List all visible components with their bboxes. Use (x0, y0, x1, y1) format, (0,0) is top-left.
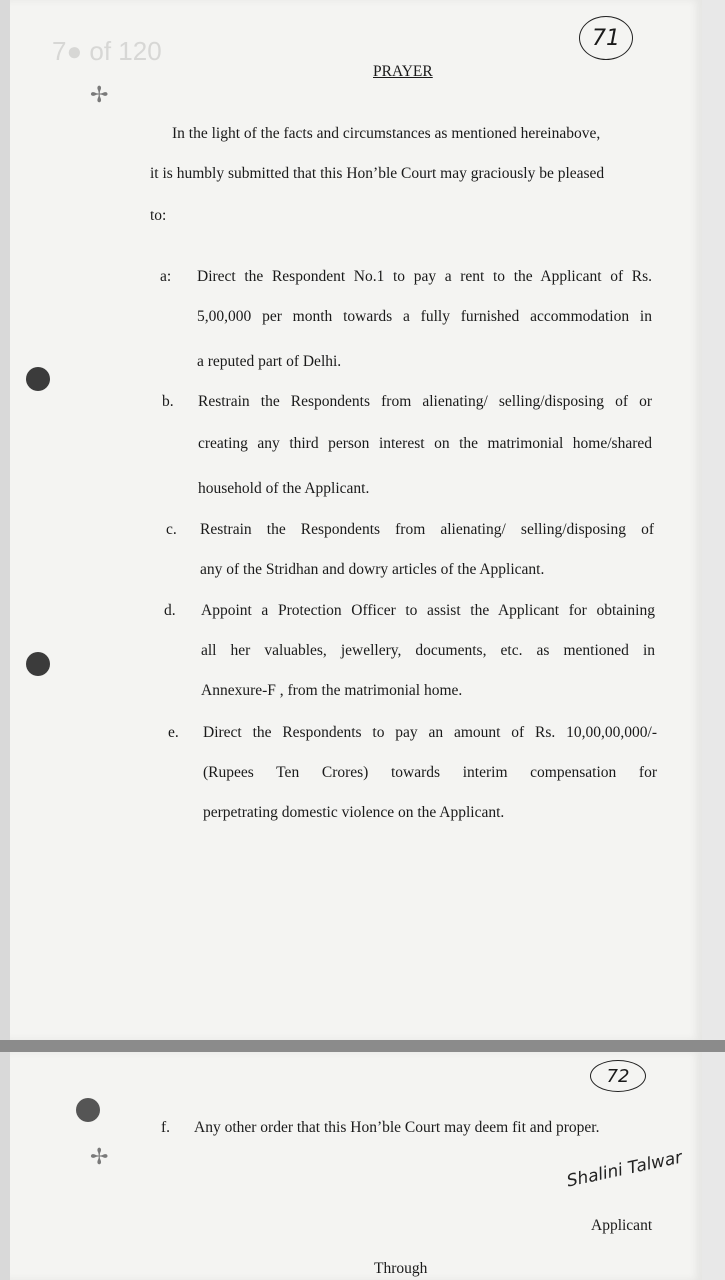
item-line: any of the Stridhan and dowry articles of the Applicant. (200, 561, 545, 578)
item-label: a: (160, 268, 172, 285)
item-label: d. (164, 602, 176, 619)
item-line: household of the Applicant. (198, 480, 370, 497)
punch-hole (26, 652, 50, 676)
page-number-mark-71 (579, 16, 633, 60)
item-line: Direct the Respondent No.1 to pay a rent to the Applicant of Rs. (197, 268, 652, 285)
item-line: Direct the Respondents to pay an amount of Rs. 10,00,00,000/- (203, 724, 657, 741)
through-label: Through (374, 1260, 428, 1277)
intro-line: it is humbly submitted that this Hon’ble Court may graciously be pleased (150, 165, 605, 182)
page-title: PRAYER (373, 63, 433, 80)
item-line: Appoint a Protection Officer to assist the Applicant for obtaining (201, 602, 655, 619)
item-label: f. (161, 1119, 171, 1136)
item-label: c. (166, 521, 177, 538)
page-number-mark-72 (590, 1060, 646, 1092)
intro-line: In the light of the facts and circumstances as mentioned hereinabove, (172, 125, 601, 142)
adjacent-page-edge (701, 0, 725, 1280)
punch-hole (76, 1098, 100, 1122)
item-label: e. (168, 724, 179, 741)
item-line: 5,00,000 per month towards a fully furnished accommodation in (197, 308, 652, 325)
item-line: Restrain the Respondents from alienating/ selling/disposing of (200, 521, 654, 538)
item-line: (Rupees Ten Crores) towards interim compensation for (203, 764, 657, 781)
page-separator (0, 1040, 725, 1052)
page-counter: 7● of 120 (52, 36, 162, 66)
item-line: Restrain the Respondents from alienating/ selling/disposing of or (198, 393, 652, 410)
punch-hole (26, 367, 50, 391)
item-line: all her valuables, jewellery, documents, etc. as mentioned in (201, 642, 655, 659)
page-number-mark-text: 72 (606, 1065, 630, 1087)
item-line: perpetrating domestic violence on the Applicant. (203, 804, 505, 821)
applicant-signature: Shalini Talwar (565, 1147, 684, 1192)
item-line: Annexure-F , from the matrimonial home. (201, 682, 463, 699)
item-line: a reputed part of Delhi. (197, 353, 342, 370)
punch-mark: ✢ (90, 82, 109, 107)
intro-line: to: (150, 207, 167, 224)
item-line: creating any third person interest on the matrimonial home/shared (198, 435, 652, 452)
item-line: Any other order that this Hon’ble Court may deem fit and proper. (194, 1119, 600, 1136)
punch-mark: ✢ (90, 1144, 109, 1169)
applicant-label: Applicant (591, 1217, 653, 1234)
item-label: b. (162, 393, 174, 410)
page-number-mark-text: 71 (592, 25, 620, 51)
